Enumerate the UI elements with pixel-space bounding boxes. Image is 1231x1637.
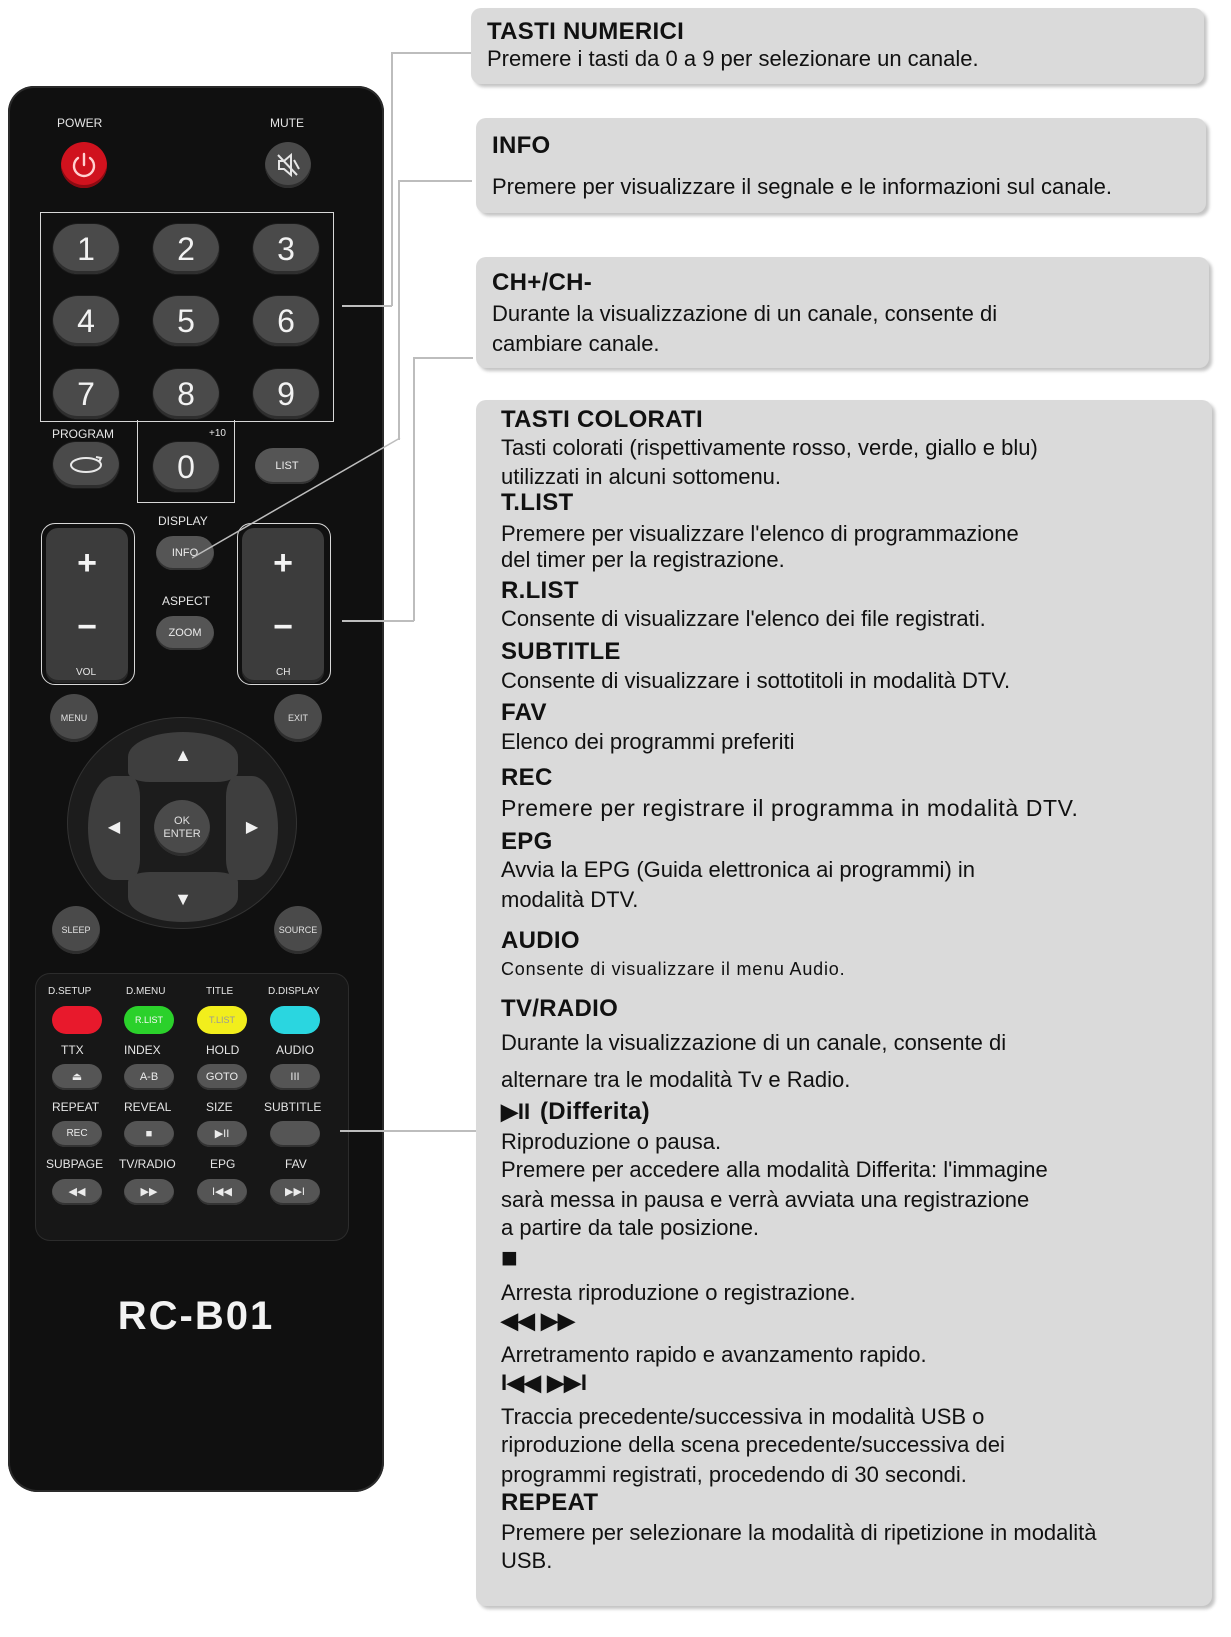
fast-forward-button[interactable] [124, 1179, 174, 1205]
leader-line-colored [340, 1130, 476, 1132]
digit-1-button[interactable]: 1 [53, 224, 119, 274]
dpad-down-button[interactable] [128, 872, 238, 922]
ch-plus-icon: + [273, 544, 293, 582]
leader-line-ch-h [342, 620, 414, 622]
exit-button[interactable]: EXIT [274, 694, 322, 742]
stop-button[interactable] [124, 1121, 174, 1147]
digit-8-button[interactable]: 8 [153, 369, 219, 419]
goto-button[interactable]: GOTO [197, 1064, 247, 1090]
ttx-label: TTX [61, 1043, 84, 1057]
remote-control [8, 86, 384, 1492]
tlist-line1: Premere per visualizzare l'elenco di programmazione [501, 521, 1019, 546]
yellow-button[interactable]: T.LIST [197, 1006, 247, 1034]
ch-label: CH [276, 667, 291, 678]
fav-title: FAV [501, 699, 547, 726]
colored-keys-line1: Tasti colorati (rispettivamente rosso, verde, giallo e blu) [501, 435, 1038, 460]
leader-line-ch-top [413, 357, 473, 359]
colored-keys-title: TASTI COLORATI [501, 406, 703, 433]
ch-minus-icon: − [273, 608, 293, 646]
skip-line3: programmi registrati, procedendo di 30 secondi. [501, 1462, 967, 1487]
tlist-title: T.LIST [501, 489, 574, 516]
leader-line-numeric-h [391, 52, 471, 54]
vol-label: VOL [76, 667, 97, 678]
callout-info-text: Premere per visualizzare il segnale e le informazioni sul canale. [492, 174, 1112, 199]
callout-ch-title: CH+/CH- [492, 269, 593, 296]
zoom-button[interactable]: ZOOM [156, 616, 214, 650]
arrow-up-icon: ▲ [174, 745, 192, 765]
playpause-line3: sarà messa in pausa e verrà avviata una registrazione [501, 1187, 1030, 1212]
audio-label: AUDIO [276, 1043, 315, 1057]
subtitle-title: SUBTITLE [501, 638, 621, 665]
callout-ch-line2: cambiare canale. [492, 331, 660, 356]
rec-button[interactable]: REC [52, 1121, 102, 1147]
leader-line-info-v [398, 180, 400, 440]
epg-title: EPG [501, 828, 553, 855]
playpause-line1: Riproduzione o pausa. [501, 1129, 722, 1154]
playpause-line4: a partire da tale posizione. [501, 1215, 760, 1240]
mute-icon [265, 142, 311, 188]
digit-2-button[interactable]: 2 [153, 224, 219, 274]
leader-line-info-diag [190, 436, 402, 560]
audio-button[interactable] [270, 1064, 320, 1090]
model-name: RC-B01 [117, 1294, 275, 1338]
rec-title: REC [501, 764, 553, 791]
callout-info-title: INFO [492, 132, 551, 159]
tvradio-title: TV/RADIO [501, 995, 619, 1022]
skip-line2: riproduzione della scena precedente/successiva dei [501, 1432, 1005, 1457]
callout-numeric-text: Premere i tasti da 0 a 9 per selezionare un canale. [487, 46, 979, 71]
subtitle-line1: Consente di visualizzare i sottotitoli in modalità DTV. [501, 668, 1011, 693]
arrow-left-icon: ◀ [107, 819, 121, 836]
ok-label: OK [174, 815, 190, 827]
stop-symbol: ■ [501, 1242, 518, 1273]
callout-numeric-keys [471, 8, 1204, 84]
previous-button[interactable] [197, 1179, 247, 1205]
callout-main [476, 400, 1212, 1606]
vol-minus-icon: − [77, 608, 97, 646]
power-button[interactable] [61, 142, 107, 188]
skip-line1: Traccia precedente/successiva in modalità USB o [501, 1404, 985, 1429]
size-label: SIZE [206, 1100, 233, 1114]
dpad-left-button[interactable] [88, 776, 140, 880]
tvradio-line1: Durante la visualizzazione di un canale, consente di [501, 1030, 1007, 1055]
tvradio-line2: alternare tra le modalità Tv e Radio. [501, 1067, 851, 1092]
next-button[interactable] [270, 1179, 320, 1205]
rlist-title: R.LIST [501, 577, 579, 604]
ok-enter-button[interactable] [154, 800, 210, 856]
index-label: INDEX [124, 1043, 161, 1057]
power-label: POWER [57, 116, 103, 130]
source-button[interactable]: SOURCE [274, 906, 322, 954]
vol-plus-icon: + [77, 544, 97, 582]
display-label: DISPLAY [158, 514, 208, 528]
digit-6-button[interactable]: 6 [253, 296, 319, 346]
tvradio-label: TV/RADIO [119, 1157, 176, 1171]
colored-keys-line2: utilizzati in alcuni sottomenu. [501, 464, 782, 489]
repeat-line1: Premere per selezionare la modalità di ripetizione in modalità [501, 1520, 1097, 1545]
audio-bars-icon: III [290, 1071, 300, 1083]
enter-label: ENTER [163, 828, 201, 840]
ffrew-line1: Arretramento rapido e avanzamento rapido. [501, 1342, 927, 1367]
skip-symbol: I◀◀ ▶▶I [501, 1370, 588, 1395]
aspect-label: ASPECT [162, 594, 211, 608]
program-label: PROGRAM [52, 427, 115, 441]
play-pause-symbol: ▶II [501, 1099, 531, 1124]
digit-5-button[interactable]: 5 [153, 296, 219, 346]
play-pause-icon: ▶II [214, 1128, 230, 1140]
program-button[interactable] [53, 442, 119, 488]
stop-icon: ■ [145, 1128, 153, 1140]
playpause-line2: Premere per accedere alla modalità Differita: l'immagine [501, 1157, 1048, 1182]
vol-rocker[interactable] [46, 528, 128, 683]
dpad-right-button[interactable] [226, 776, 278, 880]
reveal-label: REVEAL [124, 1100, 172, 1114]
blue-button[interactable] [270, 1006, 320, 1034]
title-label: TITLE [206, 986, 234, 997]
hold-label: HOLD [206, 1043, 240, 1057]
callout-ch-line1: Durante la visualizzazione di un canale, consente di [492, 301, 998, 326]
info-button[interactable]: INFO [156, 536, 214, 570]
callout-ch [476, 257, 1209, 368]
callout-numeric-title: TASTI NUMERICI [487, 18, 685, 45]
subtitle-label: SUBTITLE [264, 1100, 322, 1114]
repeat-line2: USB. [501, 1548, 553, 1573]
fav-label: FAV [285, 1157, 307, 1171]
ffrew-symbol: ◀◀ ▶▶ [501, 1308, 575, 1333]
rec-line1: Premere per registrare il programma in modalità DTV. [501, 795, 1079, 821]
epg-line1: Avvia la EPG (Guida elettronica ai programmi) in [501, 857, 976, 882]
mute-button[interactable] [265, 142, 311, 188]
dsetup-label: D.SETUP [48, 986, 92, 997]
play-pause-button[interactable] [197, 1121, 247, 1147]
digit-0-button[interactable]: 0 [153, 442, 219, 492]
eject-button[interactable] [52, 1064, 102, 1090]
loop-icon [66, 453, 106, 477]
epg-line2: modalità DTV. [501, 887, 639, 912]
eject-icon: ⏏ [71, 1071, 83, 1083]
leader-line-ch-v [413, 357, 415, 621]
green-button[interactable]: R.LIST [124, 1006, 174, 1034]
repeat-label: REPEAT [52, 1100, 100, 1114]
skip-next-icon: ▶▶I [285, 1186, 305, 1198]
fast-forward-icon: ▶▶ [140, 1186, 158, 1198]
power-icon [61, 142, 107, 188]
rewind-icon: ◀◀ [68, 1186, 86, 1198]
plus10-label: +10 [209, 428, 226, 439]
fav-line1: Elenco dei programmi preferiti [501, 729, 795, 754]
menu-button[interactable]: MENU [50, 694, 98, 742]
audio-line1: Consente di visualizzare il menu Audio. [501, 959, 846, 979]
audio-title: AUDIO [501, 927, 580, 954]
digit-7-button[interactable]: 7 [53, 369, 119, 419]
rewind-button[interactable] [52, 1179, 102, 1205]
repeat-title: REPEAT [501, 1489, 599, 1516]
digit-3-button[interactable]: 3 [253, 224, 319, 274]
digit-9-button[interactable]: 9 [253, 369, 319, 419]
mute-label: MUTE [270, 116, 304, 130]
red-button[interactable] [52, 1006, 102, 1034]
ab-button[interactable]: A-B [124, 1064, 174, 1090]
list-button[interactable]: LIST [255, 448, 319, 484]
rlist-line1: Consente di visualizzare l'elenco dei file registrati. [501, 606, 986, 631]
ddisplay-label: D.DISPLAY [268, 986, 320, 997]
leader-line-numeric-v [391, 52, 393, 306]
arrow-down-icon: ▼ [174, 889, 192, 909]
subtitle-button[interactable] [270, 1121, 320, 1147]
callout-info [476, 118, 1206, 213]
leader-line-info-h [398, 180, 472, 182]
skip-previous-icon: I◀◀ [212, 1186, 232, 1198]
dmenu-label: D.MENU [126, 986, 166, 997]
arrow-right-icon: ▶ [245, 819, 259, 836]
sleep-button[interactable]: SLEEP [52, 906, 100, 954]
digit-4-button[interactable]: 4 [53, 296, 119, 346]
stop-line1: Arresta riproduzione o registrazione. [501, 1280, 856, 1305]
dpad-up-button[interactable] [128, 732, 238, 782]
subpage-label: SUBPAGE [46, 1157, 104, 1171]
leader-line-numeric [342, 305, 392, 307]
epg-label: EPG [210, 1157, 236, 1171]
playpause-title: (Differita) [540, 1098, 650, 1125]
tlist-line2: del timer per la registrazione. [501, 547, 785, 572]
